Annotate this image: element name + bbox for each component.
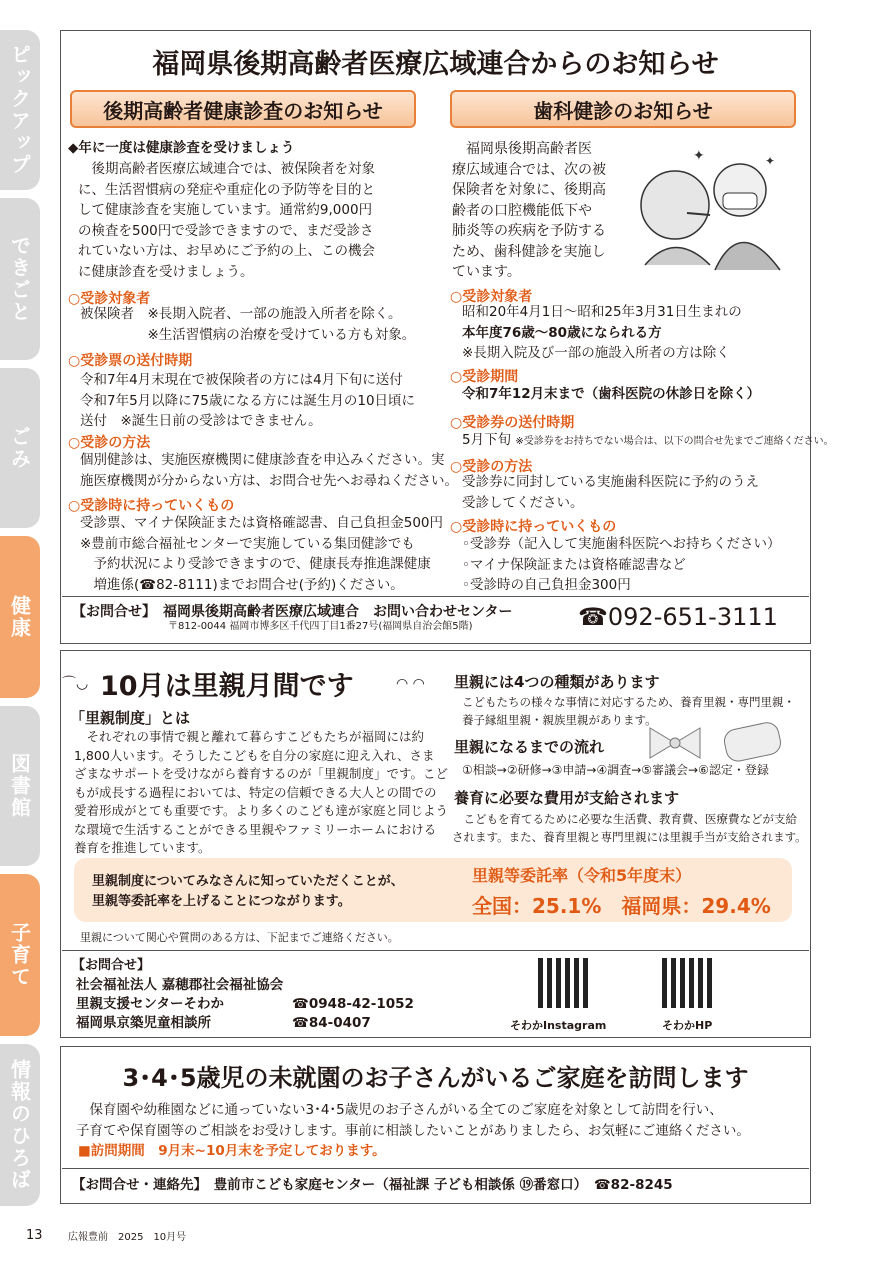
eye-decoration: ◠ ◠: [396, 676, 425, 692]
section-heading-dental: 歯科健診のお知らせ: [450, 90, 796, 128]
cost-text: こどもを育てるために必要な生活費、教育費、医療費などが支給 されます。また、養育里親と専門里親には里親手当が支給されます。: [452, 812, 807, 844]
dental-period-text: 令和7年12月末まで（歯科医院の休診日を除く）: [462, 386, 761, 402]
contact-address: 〒812-0044 福岡市博多区千代四丁目1番27号(福岡県自治会館5階): [168, 621, 473, 632]
subheading: ○受診票の送付時期: [68, 353, 193, 369]
dental-target-text: 昭和20年4月1日～昭和25年3月31日生まれの 本年度76歳～80歳になられる方 ※長期入院及び一部の施設入所者の方は除く: [462, 304, 742, 361]
page-number: 13: [26, 1228, 43, 1243]
dental-method-text: 受診券に同封している実施歯科医院に予約のうえ 受診してください。: [462, 474, 759, 511]
flow-text: ①相談→②研修→③申請→④調査→⑤審議会→⑥認定・登録: [462, 763, 769, 777]
qr-label: そわかInstagram: [510, 1019, 607, 1032]
svg-text:✦: ✦: [693, 148, 705, 164]
tab-garbage[interactable]: ごみ: [0, 368, 40, 528]
checkup-intro: 後期高齢者医療広域連合では、被保険者を対象 に、生活習慣病の発症や重症化の予防等を目的と して健康診査を実施しています。通常約9,000円 の検査を500円で受診できますので、まだ受診さ れていない方は、お早めにご予約の上、この機会 に健康診査を受けましょう。: [78, 161, 375, 280]
subheading: ○受診の方法: [68, 435, 151, 451]
tab-info-plaza[interactable]: 情報のひろば: [0, 1044, 40, 1206]
visit-title: 3･4･5歳児の未就園のお子さんがいるご家庭を訪問します: [122, 1064, 749, 1092]
dental-send-timing: 5月下旬 ※受診券をお持ちでない場合は、以下の問合せ先までご連絡ください。: [462, 432, 834, 448]
visit-contact: 【お問合せ・連絡先】 豊前市こども家庭センター（福祉課 子ども相談係 ⑲番窓口） ☎82-8245: [72, 1177, 673, 1193]
contact-office: 福岡県京築児童相談所: [76, 1015, 211, 1031]
dental-bring-text: ◦受診券（記入して実施歯科医院へお持ちください） ◦マイナ保険証または資格確認書など ◦受診時の自己負担金300円: [462, 536, 781, 593]
tab-events[interactable]: できごと: [0, 198, 40, 360]
note-text: 里親について関心や質問のある方は、下記までご連絡ください。: [80, 931, 399, 944]
qr-code-instagram[interactable]: [538, 958, 588, 1008]
foster-body: それぞれの事情で親と離れて暮らすこどもたちが福岡には約 1,800人います。そうしたこどもを自分の家庭に迎え入れ、さま ざまなサポートを受けながら養育するのが「里親制度」です。こど もが成長する過程においては、特定の信頼できる大人との間での 愛着形成がとても重要です。より多くのこども達が家庭と同じよう な環境で生活することができる里親やファミリーホームにおける 養育を推進しています。: [74, 729, 449, 855]
tab-library[interactable]: 図書館: [0, 706, 40, 866]
subheading: 「里親制度」とは: [70, 709, 191, 727]
lead-text: ◆年に一度は健康診査を受けましょう: [68, 140, 295, 156]
subheading: ○受診の方法: [450, 459, 533, 475]
tab-pickup[interactable]: ピックアップ: [0, 30, 40, 190]
divider: [62, 1168, 809, 1169]
divider: [62, 596, 809, 597]
target-text: 被保険者 ※長期入院者、一部の施設入所者を除く。 ※生活習慣病の治療を受けている方も対象。: [80, 306, 416, 343]
subheading: ○受診時に持っていくもの: [450, 519, 617, 535]
dental-intro: 福岡県後期高齢者医 療広域連合では、次の被 保険者を対象に、後期高 齢者の口腔機能低下や 肺炎等の疾病を予防する ため、歯科健診を実施し ています。: [452, 141, 606, 280]
contact-label: 【お問合せ】: [72, 958, 151, 973]
visit-body: 保育園や幼稚園などに通っていない3･4･5歳児のお子さんがいる全てのご家庭を対象として訪問を行い、 子育てや保育園等のご相談をお受けします。事前に相談したいことがありましたら、お気軽にご連絡ください。: [76, 1102, 750, 1139]
contact-phone: ☎84-0407: [292, 1015, 371, 1031]
dentist-illustration: [615, 135, 795, 275]
contact-label: 【お問合せ】 福岡県後期高齢者医療広域連合 お問い合わせセンター: [72, 604, 513, 620]
band-text: 里親制度についてみなさんに知っていただくことが、 里親等委託率を上げることにつながります。: [92, 874, 404, 909]
subheading: 養育に必要な費用が支給されます: [454, 789, 680, 807]
page-title: 福岡県後期高齢者医療広域連合からのお知らせ: [152, 49, 719, 80]
subheading: ○受診対象者: [450, 289, 533, 305]
foster-title: 10月は里親月間です: [100, 671, 354, 702]
method-text: 個別健診は、実施医療機関に健康診査を申込みください。実 施医療機関が分からない方は、お問合せ先へお尋ねください。: [80, 452, 458, 489]
types-text: こどもたちの様々な事情に対応するため、養育里親・専門里親・ 養子縁組里親・親族里親があります。: [462, 695, 796, 727]
rate-heading: 里親等委託率（令和5年度末）: [472, 866, 692, 885]
section-heading-checkup: 後期高齢者健康診査のお知らせ: [70, 90, 416, 128]
subheading: ○受診対象者: [68, 291, 151, 307]
tab-health[interactable]: 健康: [0, 536, 40, 698]
contact-center: 里親支援センターそわか: [76, 996, 224, 1012]
contact-org: 社会福祉法人 嘉穂郡社会福祉協会: [76, 977, 284, 993]
qr-label: そわかHP: [662, 1019, 713, 1032]
divider: [62, 950, 809, 951]
subheading: ○受診時に持っていくもの: [68, 498, 235, 514]
tab-childcare[interactable]: 子育て: [0, 874, 40, 1036]
bring-text: 受診票、マイナ保険証または資格確認書、自己負担金500円 ※豊前市総合福祉センターで実施している集団健診でも 予約状況により受診できますので、健康長寿推進課健康 増進係(☎82-8111)までお問合せ(予約)ください。: [80, 515, 443, 593]
subheading: ○受診券の送付時期: [450, 415, 575, 431]
subheading: 里親には4つの種類があります: [454, 673, 660, 691]
eye-decoration: ⌒◡: [62, 676, 89, 692]
contact-phone: ☎0948-42-1052: [292, 996, 414, 1012]
visit-period: ■訪問期間 9月末~10月末を予定しております。: [78, 1143, 386, 1159]
subheading: 里親になるまでの流れ: [454, 738, 605, 756]
svg-text:✦: ✦: [765, 154, 776, 168]
qr-code-website[interactable]: [662, 958, 712, 1008]
rate-values: 全国：25.1% 福岡県：29.4%: [472, 894, 771, 918]
subheading: ○受診期間: [450, 369, 519, 385]
send-timing-text: 令和7年4月末現在で被保険者の方には4月下旬に送付 令和7年5月以降に75歳になる方には誕生月の10日頃に 送付 ※誕生日前の受診はできません。: [80, 372, 416, 429]
contact-phone: ☎092-651-3111: [578, 603, 778, 631]
publication-info: 広報豊前 2025 10月号: [68, 1232, 187, 1243]
